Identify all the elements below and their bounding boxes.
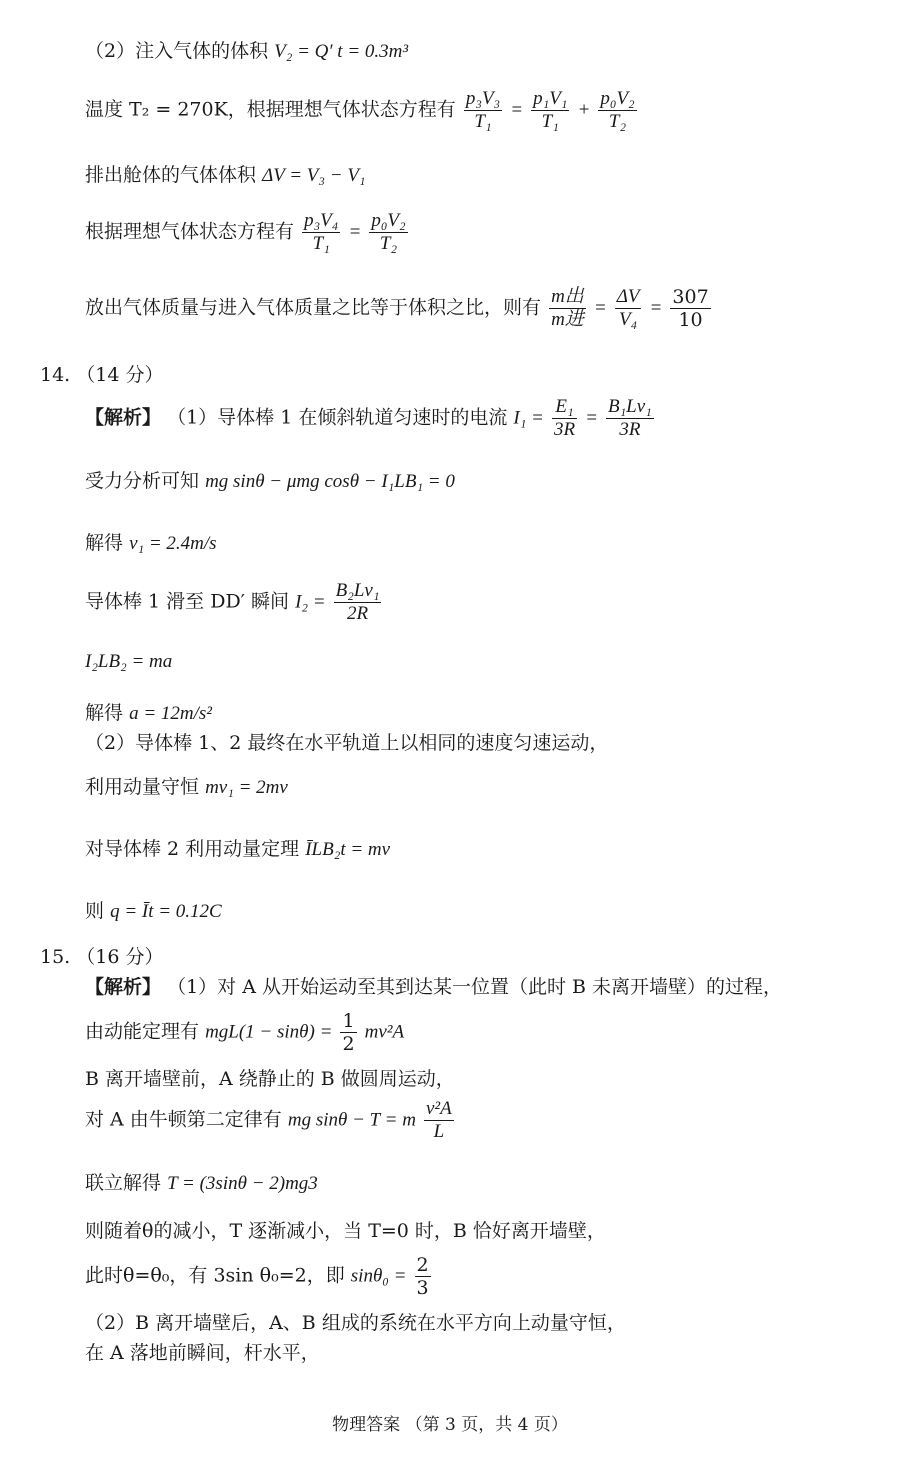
line-newton-second-law: 对 A 由牛顿第二定律有 mg sinθ − T = m $\frac{\text{v²A}}{L}$: [85, 1098, 452, 1142]
line-solve-tension: 联立解得 T = (3sinθ − 2)mg3: [85, 1172, 318, 1194]
fraction: $\frac{\text{m出}}{\text{m进}}$: [551, 286, 584, 330]
question-15-heading: 15. （16 分）: [40, 946, 164, 968]
line-current-i2: 导体棒 1 滑至 DD′ 瞬间 I₂ = $\frac{\text{B₂Lv₁}}{2R}$: [85, 580, 380, 624]
fraction: $\frac{1}{2}$: [342, 1010, 355, 1055]
line-q15-part1: 【解析】 （1）对 A 从开始运动至其到达某一位置（此时 B 未离开墙壁）的过程，: [85, 976, 782, 998]
equation: mv₁ = 2mv: [205, 777, 288, 798]
fraction: $\frac{\text{B₁Lv₁}}{3R}$: [607, 396, 652, 440]
line-q14-part1: 【解析】 （1）导体棒 1 在倾斜轨道匀速时的电流 I₁ = $\frac{\text{E₁}}{3R}$ = $\frac{\text{B₁Lv₁}}{3R}$: [85, 396, 652, 440]
fraction: $\frac{\text{B₂Lv₁}}{2R}$: [335, 580, 380, 624]
fraction: $\frac{\text{E₁}}{3R}$: [553, 396, 576, 440]
line-solve-a: 解得 a = 12m/s²: [85, 702, 212, 724]
fraction: $\frac{\text{p₃V₄}}{\text{T₁}}$: [304, 210, 339, 254]
line-theta0: 此时θ=θ₀，有 3sin θ₀=2，即 sinθ₀ = $\frac{2}{3}$: [85, 1254, 429, 1299]
line-q14-part2: （2）导体棒 1、2 最终在水平轨道上以相同的速度匀速运动，: [85, 732, 609, 754]
fraction: $\frac{\text{p₃V₃}}{\text{T₁}}$: [465, 88, 501, 132]
fraction: $\frac{\text{p₁V₁}}{\text{T₁}}$: [533, 88, 568, 132]
line-circular-motion: B 离开墙壁前，A 绕静止的 B 做圆周运动，: [85, 1068, 455, 1090]
line-state-equation-2: 根据理想气体状态方程有 $\frac{\text{p₃V₄}}{\text{T₁}}$ = $\frac{\text{p₀V₂}}{\text{T₂}}$: [85, 210, 406, 254]
equation: T = (3sinθ − 2)mg3: [167, 1173, 318, 1194]
line-before-landing: 在 A 落地前瞬间，杆水平，: [85, 1342, 320, 1364]
equation: a = 12m/s²: [129, 703, 212, 724]
line-mass-ratio: 放出气体质量与进入气体质量之比等于体积之比，则有 $\frac{\text{m出}}{\text{m进}}$ = $\frac{\Delta V}{\text{V₄}}$ = $\frac{307}{10}$: [85, 286, 709, 331]
fraction: $\frac{307}{10}$: [672, 286, 709, 331]
line-charge: 则 q = Īt = 0.12C: [85, 900, 222, 922]
page-footer: 物理答案 （第 3 页，共 4 页）: [332, 1415, 568, 1435]
fraction: $\frac{\text{p₀V₂}}{\text{T₂}}$: [371, 210, 406, 254]
question-14-heading: 14. （14 分）: [40, 364, 164, 386]
equation: v₁ = 2.4m/s: [129, 533, 217, 554]
line-newton: [85, 650, 172, 673]
line-q15-part2: （2）B 离开墙壁后，A、B 组成的系统在水平方向上动量守恒，: [85, 1312, 626, 1334]
equation: I₂LB₂ = ma: [85, 651, 173, 672]
line-solve-v1: 解得 v₁ = 2.4m/s: [85, 532, 217, 554]
equation: mg sinθ − μmg cosθ − I₁LB₁ = 0: [205, 471, 455, 492]
equation: ΔV = V₃ − V₁: [262, 165, 366, 186]
equation: ĪLB₂t = mv: [305, 839, 391, 860]
line-force-analysis: 受力分析可知 mg sinθ − μmg cosθ − I₁LB₁ = 0: [85, 470, 455, 492]
line-impulse-theorem: 对导体棒 2 利用动量定理 ĪLB₂t = mv: [85, 838, 391, 860]
line-injected-volume: （2）注入气体的体积 V₂ = Q′ t = 0.3m³: [85, 40, 409, 62]
line-discharged-volume: 排出舱体的气体体积 ΔV = V₃ − V₁: [85, 164, 366, 186]
analysis-tag: 【解析】: [85, 406, 162, 429]
fraction: $\frac{\Delta V}{\text{V₄}}$: [616, 286, 640, 330]
equation: q = Īt = 0.12C: [110, 901, 222, 922]
line-momentum-conservation: 利用动量守恒 mv₁ = 2mv: [85, 776, 288, 798]
equation: V₂ = Q′ t = 0.3m³: [274, 41, 409, 62]
analysis-tag: 【解析】: [85, 976, 162, 998]
line-temperature-state-equation: 温度 T₂ = 270K，根据理想气体状态方程有 $\frac{\text{p₃V₃}}{\text{T₁}}$ = $\frac{\text{p₁V₁}}{\text{T₁}}$ + $\frac{\text{p₀V₂}}{\text{T₂}}$: [85, 88, 635, 132]
fraction: $\frac{2}{3}$: [416, 1254, 429, 1299]
line-tension-decreases: 则随着θ的减小，T 逐渐减小，当 T=0 时，B 恰好离开墙壁，: [85, 1220, 606, 1242]
fraction: $\frac{\text{v²A}}{L}$: [425, 1098, 452, 1142]
line-kinetic-energy-theorem: 由动能定理有 mgL(1 − sinθ) = $\frac{1}{2}$ mv²A: [85, 1010, 405, 1055]
fraction: $\frac{\text{p₀V₂}}{\text{T₂}}$: [600, 88, 635, 132]
